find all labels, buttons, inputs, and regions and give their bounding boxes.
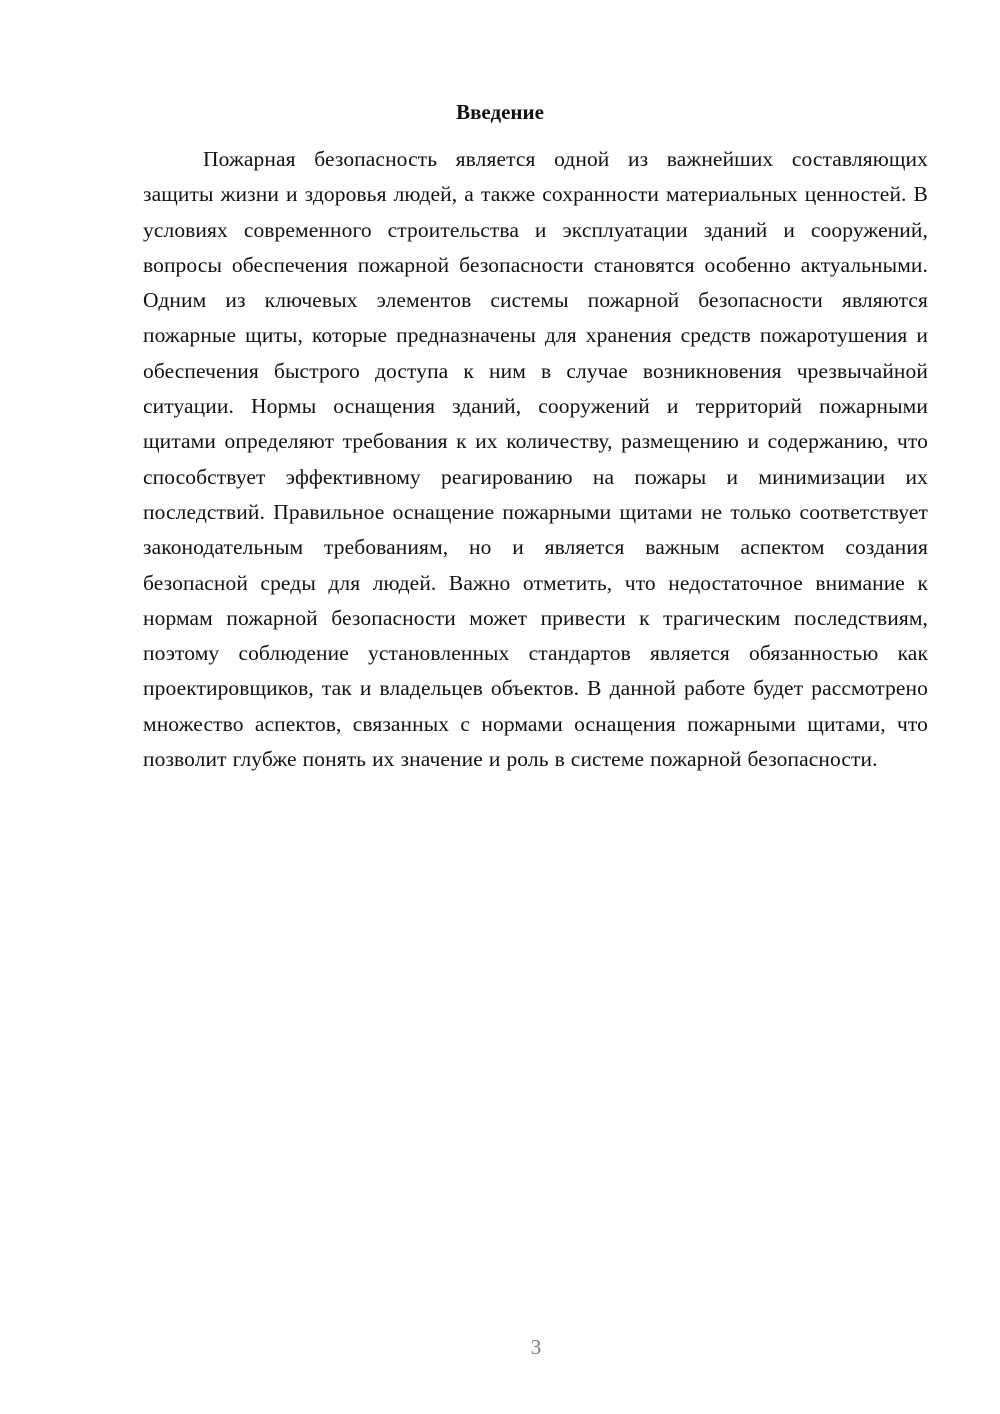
page-number: 3 xyxy=(530,1335,542,1359)
body-paragraph: Пожарная безопасность является одной из важнейших составляющих защиты жизни и здоровья людей, а также сохранности материальных ценностей. В условиях современного строительства и эксплуатации зданий и сооружений, вопросы обеспечения пожарной безопасности становятся особенно актуальными. Одним из ключевых элементов системы пожарной безопасности являются пожарные щиты, которые предназначены для хранения средств пожаротушения и обеспечения быстрого доступа к ним в случае возникновения чрезвычайной ситуации. Нормы оснащения зданий, сооружений и территорий пожарными щитами определяют требования к их количеству, размещению и содержанию, что способствует эффективному реагированию на пожары и минимизации их последствий. Правильное оснащение пожарными щитами не только соответствует законодательным требованиям, но и является важным аспектом создания безопасной среды для людей. Важно отметить, что недостаточное внимание к нормам пожарной безопасности может привести к трагическим последствиям, поэтому соблюдение установленных стандартов является обязанностью как проектировщиков, так и владельцев объектов. В данной работе будет рассмотрено множество аспектов, связанных с нормами оснащения пожарными щитами, что позволит глубже понять их значение и роль в системе пожарной безопасности. xyxy=(143,147,928,772)
section-heading: Введение xyxy=(456,100,544,124)
